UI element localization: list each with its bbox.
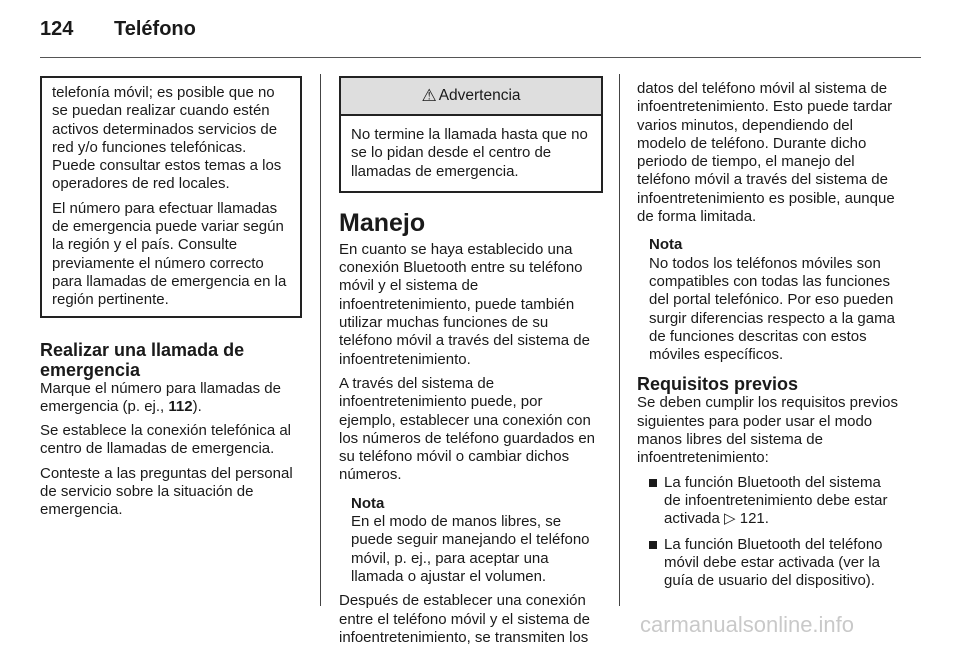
- column-divider: [320, 74, 321, 606]
- warning-header: [341, 78, 601, 116]
- watermark: carmanualsonline.info: [640, 612, 855, 637]
- page-reference: 121.: [739, 510, 769, 528]
- paragraph: A través del sistema de infoentretenimiento puede, por ejemplo, establecer una conexión con los números de teléfono guardados en su teléfono móvil o cambiar dichos números.: [339, 374, 596, 484]
- warning-box: [339, 76, 603, 193]
- page-reference: 112: [168, 397, 193, 415]
- list-item: [637, 474, 901, 529]
- warning-body: No termine la llamada hasta que no se lo pidan desde el centro de llamadas de emergencia.: [351, 126, 588, 180]
- box-paragraph: El número para efectuar llamadas de emergencia puede variar según la región y el país. Consulte previamente el número correcto para llamadas de emergencia en la región pertinente.: [52, 199, 287, 309]
- text-span: ).: [192, 397, 202, 415]
- column-2: [339, 76, 603, 653]
- square-bullet-icon: [649, 541, 657, 549]
- note-block: [339, 495, 603, 586]
- page-ref-arrow-icon: ▷: [724, 510, 740, 528]
- note-block: [637, 236, 901, 364]
- section-heading-emergency-call: Realizar una llamada de emergencia: [40, 339, 245, 380]
- paragraph: Conteste a las preguntas del personal de servicio sobre la situación de emergencia.: [40, 464, 293, 519]
- paragraph: Se establece la conexión telefónica al centro de llamadas de emergencia.: [40, 422, 292, 458]
- note-title: Nota: [351, 494, 385, 512]
- note-title: Nota: [649, 236, 683, 254]
- section-heading-operation: Manejo: [339, 208, 426, 237]
- paragraph: Se deben cumplir los requisitos previos siguientes para poder usar el modo manos libres del sistema de infoentretenimiento:: [637, 394, 898, 467]
- page-title: Teléfono: [114, 18, 196, 40]
- paragraph: [40, 380, 302, 417]
- page-header: [40, 18, 920, 48]
- column-divider: [619, 74, 620, 606]
- column-3: [637, 80, 901, 597]
- warning-triangle-icon: ⚠: [421, 85, 437, 105]
- list-item-text: La función Bluetooth del sistema de infoentretenimiento debe estar activada: [664, 473, 888, 528]
- note-body: En el modo de manos libres, se puede seguir manejando el teléfono móvil, p. ej., para aceptar una llamada o ajustar el volumen.: [351, 513, 590, 585]
- section-heading-prerequisites: Requisitos previos: [637, 374, 799, 395]
- continued-warning-box: [40, 76, 302, 318]
- list-item-text: La función Bluetooth del teléfono móvil debe estar activada (ver la guía de usuario del dispositivo).: [664, 535, 883, 590]
- text-span: Marque el número para llamadas de emergencia (p. ej.,: [40, 379, 281, 415]
- header-rule: [40, 57, 921, 58]
- prerequisite-list: [637, 474, 901, 591]
- note-body: No todos los teléfonos móviles son compatibles con todas las funciones del portal telefónico. Por eso pueden surgir diferencias respecto a la gama de funciones descritas con estos móviles específicos.: [649, 254, 895, 364]
- warning-title: Advertencia: [438, 86, 521, 104]
- paragraph: datos del teléfono móvil al sistema de infoentretenimiento. Esto puede tardar varios minutos, dependiendo del modelo de teléfono. Durante dicho periodo de tiempo, el manejo del teléfono móvil a través del sistema de infoentretenimiento es posible, aunque de forma limitada.: [637, 80, 895, 226]
- column-1: [40, 76, 302, 526]
- paragraph: En cuanto se haya establecido una conexión Bluetooth entre su teléfono móvil y el sistema de infoentretenimiento, puede también utilizar muchas funciones de su teléfono móvil a través del sistema de infoentretenimiento.: [339, 240, 590, 368]
- box-paragraph: telefonía móvil; es posible que no se puedan realizar cuando estén activos determinados servicios de red y/o funciones telefónicas. Puede consultar estos temas a los operadores de red locales.: [52, 84, 282, 193]
- square-bullet-icon: [649, 479, 657, 487]
- page-number: 124: [40, 18, 74, 40]
- list-item: [637, 536, 901, 591]
- paragraph: Después de establecer una conexión entre el teléfono móvil y el sistema de infoentretenimiento, se transmiten los: [339, 592, 590, 646]
